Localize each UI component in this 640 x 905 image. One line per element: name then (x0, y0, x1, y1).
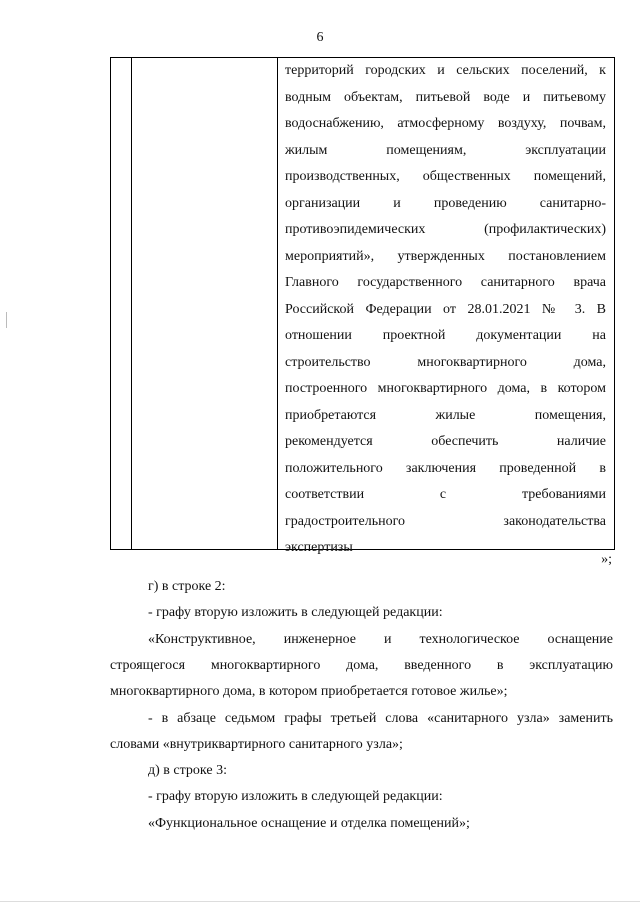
table-cell-line: градостроительного законодательства (285, 513, 606, 529)
item-g-col3-change (110, 706, 613, 758)
paragraph-line: строящегося многоквартирного дома, введенного в эксплуатацию (110, 658, 613, 673)
document-table (110, 57, 615, 555)
page-number: 6 (316, 30, 324, 45)
table-cell-line: положительного заключения проведенной в (285, 460, 606, 476)
item-d-heading: д) в строке 3: (148, 763, 227, 778)
item-g-new-text (110, 627, 613, 705)
paragraph-line: «Конструктивное, инженерное и технологическое оснащение (148, 632, 613, 647)
item-d-new-text: «Функциональное оснащение и отделка помещений»; (148, 816, 470, 831)
item-d-instruction: - графу вторую изложить в следующей редакции: (148, 789, 443, 804)
table-cell-line: производственных, общественных помещений, (285, 169, 606, 184)
table-cell-column-3 (285, 58, 606, 562)
table-cell-line: водоснабжению, атмосферному воздуху, почвам, (285, 116, 606, 131)
table-cell-line: отношении проектной документации на (285, 328, 606, 343)
table-column-divider-2 (277, 58, 278, 549)
table-cell-line: построенного многоквартирного дома, в котором (285, 381, 606, 396)
table-cell-line: организации и проведению санитарно- (285, 195, 606, 211)
table-cell-line: Российской Федерации от 28.01.2021 № 3. В (285, 301, 606, 317)
scan-mark (6, 312, 7, 328)
table-cell-line: рекомендуется обеспечить наличие (285, 434, 606, 449)
table-cell-line: мероприятий», утвержденных постановлением (285, 248, 606, 264)
paragraph-line: - в абзаце седьмом графы третьей слова «санитарного узла» заменить (148, 711, 613, 726)
table-cell-line: приобретаются жилые помещения, (285, 407, 606, 423)
paragraph-line: словами «внутриквартирного санитарного узла»; (110, 737, 403, 752)
table-cell-line: Главного государственного санитарного врача (285, 275, 606, 290)
table-cell-line: строительство многоквартирного дома, (285, 354, 606, 370)
table-cell-line: противоэпидемических (профилактических) (285, 222, 606, 237)
table-cell-line: жилым помещениям, эксплуатации (285, 142, 606, 158)
item-g-instruction: - графу вторую изложить в следующей редакции: (148, 605, 443, 620)
table-cell-line: территорий городских и сельских поселений, к (285, 63, 606, 78)
table-column-divider-1 (131, 58, 132, 549)
closing-quote: »; (601, 552, 612, 567)
paragraph-line: многоквартирного дома, в котором приобретается готовое жилье»; (110, 684, 508, 699)
table-cell-line: соответствии с требованиями (285, 487, 606, 502)
page-bottom-edge (0, 901, 640, 902)
table-cell-line: экспертизы (285, 540, 353, 555)
item-g-heading: г) в строке 2: (148, 579, 226, 594)
table-cell-line: водным объектам, питьевой воде и питьевому (285, 89, 606, 105)
